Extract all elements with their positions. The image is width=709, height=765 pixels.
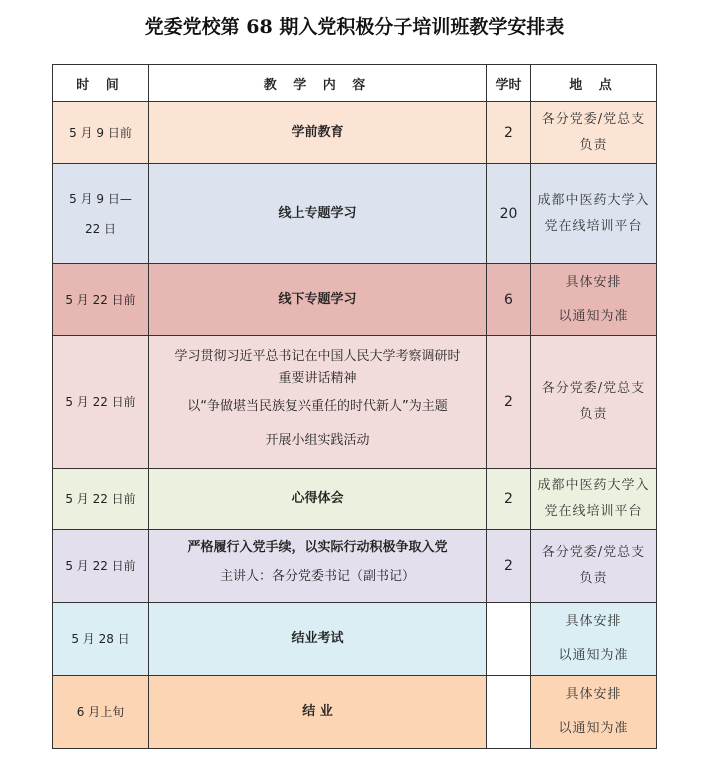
cell-line: 党在线培训平台 [544,218,643,234]
cell-line: 心得体会 [291,491,344,506]
cell-line: 5 月 22 日前 [65,492,136,506]
cell-line: 成都中医药大学入 [537,478,650,493]
cell-line: 学习贯彻习近平总书记在中国人民大学考察调研时 [174,349,461,364]
cell-place [531,469,657,530]
cell-time [53,676,149,749]
cell-line: 22 日 [84,221,117,236]
cell-content [149,102,487,164]
cell-line: 具体安排 [565,687,622,702]
cell-line: 5 月 22 日前 [65,292,136,307]
cell-line: 结业考试 [291,631,344,646]
cell-time [53,469,149,530]
cell-line: 以通知为准 [558,308,629,324]
cell-line: 5 月 9 日前 [69,125,132,140]
cell-line: 5 月 9 日— [69,191,132,206]
cell-time [53,164,149,264]
cell-line: 重要讲话精神 [278,371,357,386]
cell-line: 各分党委/党总支 [541,545,646,560]
cell-content [149,676,487,749]
cell-hours [487,603,531,676]
cell-hours: 2 [487,469,531,530]
cell-line: 以“争做堪当民族复兴重任的时代新人”为主题 [187,399,448,414]
page-title: 党委党校第 68 期入党积极分子培训班教学安排表 [144,16,565,38]
cell-hours: 2 [487,530,531,603]
cell-line: 成都中医药大学入 [537,192,650,208]
cell-line: 结 业 [302,704,333,719]
header-hours: 学时 [487,65,531,102]
cell-place [531,676,657,749]
cell-line: 负责 [579,571,608,586]
header-content: 教 学 内 容 [149,65,487,102]
cell-line: 线下专题学习 [278,291,357,307]
cell-content [149,336,487,469]
cell-line: 学前教育 [291,124,344,140]
table-header-row [53,65,657,102]
header-place: 地 点 [531,65,657,102]
table-row [53,264,657,336]
cell-line: 负责 [579,137,608,153]
cell-line: 党在线培训平台 [544,504,643,519]
header-time: 时 间 [53,65,149,102]
cell-line: 6 月上旬 [76,705,125,719]
cell-line: 开展小组实践活动 [265,433,370,448]
cell-line: 负责 [579,407,608,422]
cell-line: 具体安排 [565,274,622,290]
cell-time [53,102,149,164]
table-row [53,336,657,469]
cell-hours: 2 [487,336,531,469]
table-row [53,603,657,676]
cell-time [53,603,149,676]
cell-content [149,264,487,336]
cell-line: 严格履行入党手续，以实际行动积极争取入党 [187,540,448,555]
table-row [53,102,657,164]
table-row [53,530,657,603]
table-row [53,676,657,749]
schedule-table [52,64,657,749]
cell-time [53,336,149,469]
cell-hours [487,676,531,749]
cell-place [531,530,657,603]
cell-line: 以通知为准 [558,721,629,736]
cell-hours: 2 [487,102,531,164]
cell-line: 主讲人：各分党委书记（副书记） [219,569,415,584]
cell-line: 以通知为准 [558,648,629,663]
cell-line: 线上专题学习 [278,205,357,221]
cell-place [531,264,657,336]
cell-content [149,469,487,530]
cell-place [531,102,657,164]
cell-content [149,530,487,603]
table-row [53,469,657,530]
cell-line: 各分党委/党总支 [541,111,646,127]
cell-time [53,530,149,603]
cell-place [531,603,657,676]
cell-content [149,164,487,264]
cell-time [53,264,149,336]
cell-place [531,164,657,264]
cell-hours: 6 [487,264,531,336]
cell-line: 5 月 28 日 [71,632,130,646]
table-row [53,164,657,264]
cell-line: 各分党委/党总支 [541,381,646,396]
cell-line: 5 月 22 日前 [65,559,136,573]
cell-line: 5 月 22 日前 [65,395,136,409]
cell-hours: 20 [487,164,531,264]
cell-content [149,603,487,676]
cell-place [531,336,657,469]
cell-line: 具体安排 [565,614,622,629]
